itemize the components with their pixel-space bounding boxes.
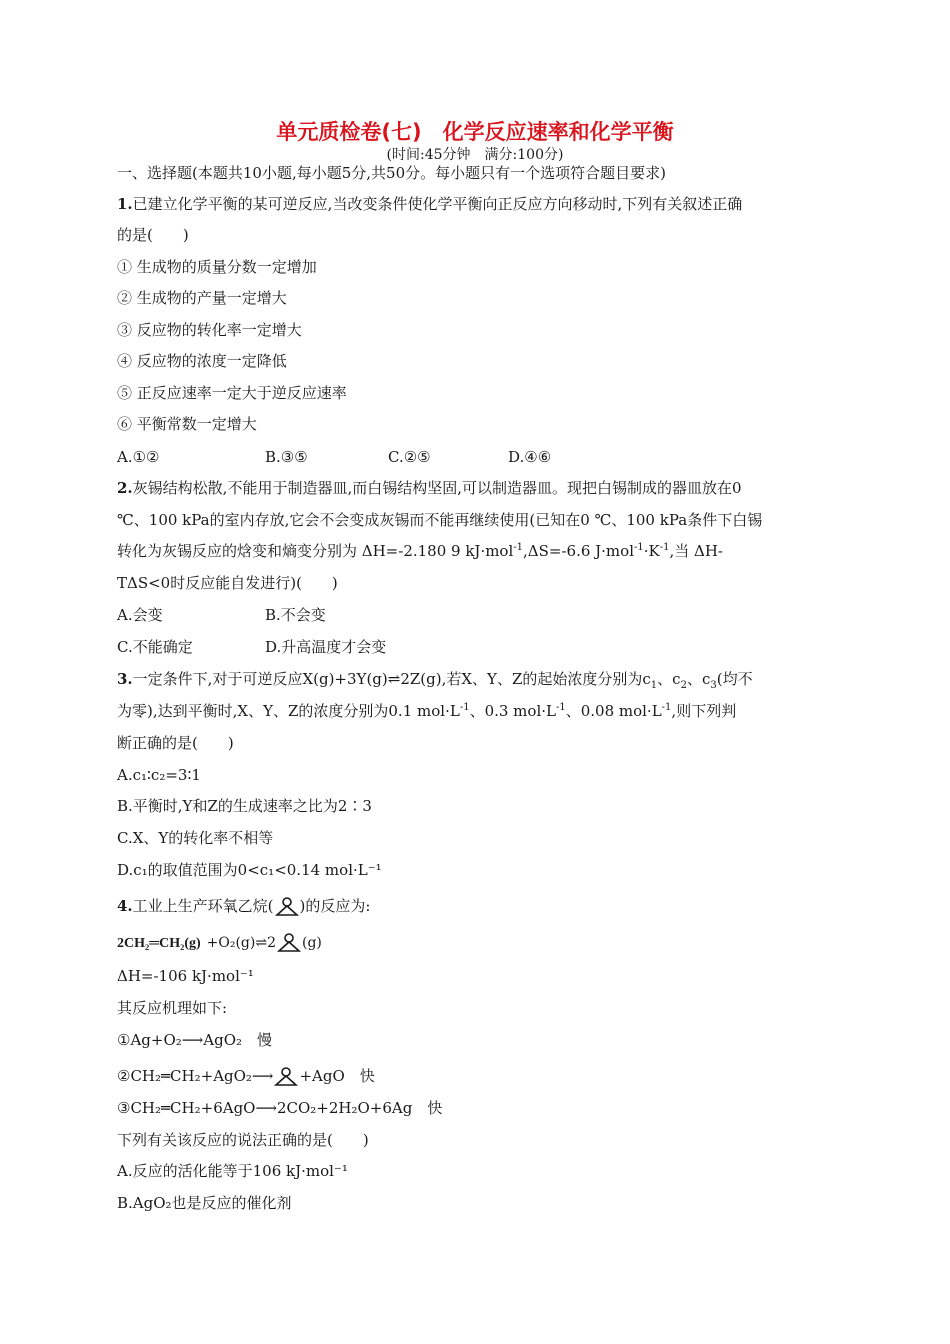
q3-stem-line3: 断正确的是( ) <box>117 734 234 752</box>
q2-sup-2: -1 <box>634 542 644 553</box>
q4-option-b[interactable]: B.AgO₂也是反应的催化剂 <box>117 1194 292 1212</box>
q3-number: 3. <box>117 670 133 688</box>
q2-number: 2. <box>117 479 133 497</box>
q1-item-4: ④ 反应物的浓度一定降低 <box>117 352 287 370</box>
q3-text-2b: 、0.3 mol·L <box>469 702 556 720</box>
q3-sub-2: 2 <box>680 680 687 691</box>
q2-text-3c: ·K <box>643 542 660 560</box>
q1-option-b[interactable]: B.③⑤ <box>265 448 308 466</box>
q4-mechanism-step-3: ③CH₂═CH₂+6AgO⟶2CO₂+2H₂O+6Ag 快 <box>117 1099 443 1117</box>
q1-item-2: ② 生成物的产量一定增大 <box>117 289 287 307</box>
q1-item-5: ⑤ 正反应速率一定大于逆反应速率 <box>117 384 347 402</box>
q1-stem-line1 <box>117 194 742 214</box>
q2-sup-3: -1 <box>659 542 670 553</box>
q3-text-2d: ,则下列判 <box>671 702 737 720</box>
q3-option-d[interactable]: D.c₁的取值范围为0<c₁<0.14 mol·L⁻¹ <box>117 861 382 879</box>
q4-mechanism-step-1: ①Ag+O₂⟶AgO₂ 慢 <box>117 1031 273 1049</box>
q2-text-3b: ,ΔS=-6.6 J·mol <box>523 542 634 560</box>
section-heading: 一、选择题(本题共10小题,每小题5分,共50分。每小题只有一个选项符合题目要求) <box>117 164 666 182</box>
q4-eq-part-a: 2CH₂═CH₂(g) <box>117 936 201 951</box>
q1-option-c[interactable]: C.②⑤ <box>388 448 431 466</box>
q4-mechanism-title: 其反应机理如下: <box>117 999 228 1017</box>
q4-number: 4. <box>117 897 133 915</box>
q1-item-6: ⑥ 平衡常数一定增大 <box>117 415 257 433</box>
q3-stem-line1 <box>117 669 753 689</box>
q2-text-3d: ,当 ΔH- <box>669 542 724 560</box>
q1-stem-text1: 已建立化学平衡的某可逆反应,当改变条件使化学平衡向正反应方向移动时,下列有关叙述正确 <box>132 195 743 213</box>
page-title: 单元质检卷(七) 化学反应速率和化学平衡 <box>276 120 674 144</box>
q2-stem-line3 <box>117 541 723 561</box>
q1-options <box>117 447 551 467</box>
q1-option-a[interactable]: A.①② <box>117 448 160 466</box>
q2-option-a[interactable]: A.会变 <box>117 606 163 624</box>
q4-option-a[interactable]: A.反应的活化能等于106 kJ·mol⁻¹ <box>117 1162 348 1180</box>
q4-question: 下列有关该反应的说法正确的是( ) <box>117 1131 369 1149</box>
q1-item-3: ③ 反应物的转化率一定增大 <box>117 321 302 339</box>
q2-options-row2 <box>117 637 386 657</box>
q4-m2-part-b: +AgO 快 <box>299 1067 375 1085</box>
q2-stem-line1 <box>117 478 742 498</box>
q3-option-c[interactable]: C.X、Y的转化率不相等 <box>117 829 274 847</box>
q4-stem-line1 <box>117 896 370 917</box>
q2-option-d[interactable]: D.升高温度才会变 <box>265 638 387 656</box>
epoxide-icon <box>273 1067 299 1087</box>
q3-sup-2: -1 <box>555 702 566 713</box>
q2-stem-line4: TΔS<0时反应能自发进行)( ) <box>117 574 338 592</box>
q3-text-1d: 、c <box>686 670 711 688</box>
q4-m2-part-a: ②CH₂═CH₂+AgO₂⟶ <box>117 1067 274 1085</box>
q3-text-2c: 、0.08 mol·L <box>565 702 662 720</box>
q3-text-1c: 、c <box>657 670 681 688</box>
q4-equation <box>117 932 322 954</box>
q4-text-1a: 工业上生产环氧乙烷( <box>132 897 274 915</box>
epoxide-icon <box>274 897 300 917</box>
q4-eq-part-b: +O₂(g)⇌2 <box>206 935 276 951</box>
equilibrium-arrow: ⇌ <box>387 670 401 688</box>
q2-options-row1 <box>117 605 326 625</box>
q3-option-a[interactable]: A.c₁∶c₂=3∶1 <box>117 766 201 784</box>
q3-sup-1: -1 <box>459 702 470 713</box>
epoxide-icon <box>276 933 302 953</box>
q3-sub-1: 1 <box>650 680 658 691</box>
q2-option-b[interactable]: B.不会变 <box>265 606 326 624</box>
q3-text-1b: 2Z(g),若X、Y、Z的起始浓度分别为c <box>400 670 651 688</box>
q3-sup-3: -1 <box>661 702 672 713</box>
page-subtitle: (时间:45分钟 满分:100分) <box>386 147 564 163</box>
q3-option-b[interactable]: B.平衡时,Y和Z的生成速率之比为2∶3 <box>117 797 372 815</box>
q3-stem-line2 <box>117 701 736 721</box>
q1-stem-line2: 的是( ) <box>117 226 189 244</box>
q3-text-2a: 为零),达到平衡时,X、Y、Z的浓度分别为0.1 mol·L <box>117 702 460 720</box>
q4-mechanism-step-2 <box>117 1066 375 1087</box>
q3-sub-3: 3 <box>710 680 717 691</box>
q1-item-1: ① 生成物的质量分数一定增加 <box>117 258 317 276</box>
q1-option-d[interactable]: D.④⑥ <box>508 448 552 466</box>
q1-number: 1. <box>117 195 133 213</box>
q4-enthalpy: ΔH=-106 kJ·mol⁻¹ <box>117 967 254 985</box>
q2-option-c[interactable]: C.不能确定 <box>117 638 193 656</box>
q2-text-3a: 转化为灰锡反应的焓变和熵变分别为 ΔH=-2.180 9 kJ·mol <box>117 542 514 560</box>
q3-text-1e: (均不 <box>716 670 753 688</box>
q2-stem-line2: ℃、100 kPa的室内存放,它会不会变成灰锡而不能再继续使用(已知在0 ℃、100 kPa条件下白锡 <box>117 511 763 529</box>
q3-text-1a: 一定条件下,对于可逆反应X(g)+3Y(g) <box>132 670 388 688</box>
q2-sup-1: -1 <box>513 542 524 553</box>
q2-stem-text1: 灰锡结构松散,不能用于制造器皿,而白锡结构坚固,可以制造器皿。现把白锡制成的器皿放在0 <box>132 479 742 497</box>
q4-eq-part-c: (g) <box>301 935 322 951</box>
q4-text-1b: )的反应为: <box>299 897 371 915</box>
